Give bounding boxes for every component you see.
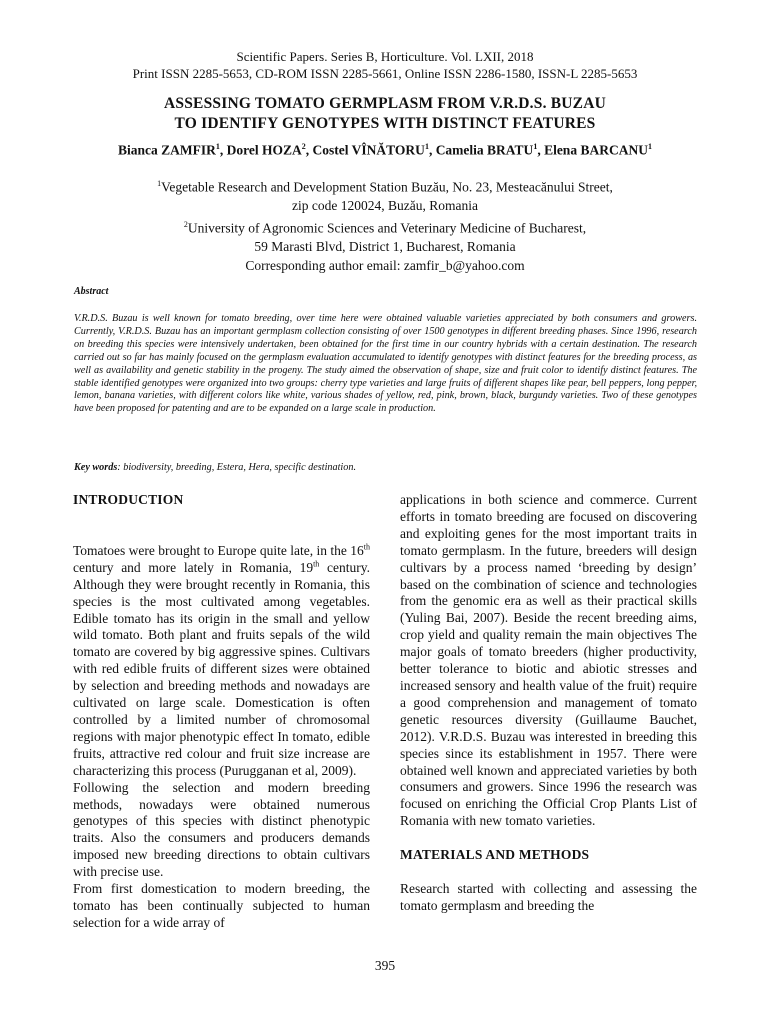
left-column bbox=[73, 492, 370, 932]
affiliation-marker: 1 bbox=[157, 179, 162, 188]
text-run: Tomatoes were brought to Europe quite late, in the 16 bbox=[73, 542, 364, 558]
author-name: Dorel HOZA bbox=[226, 142, 302, 158]
abstract-text: V.R.D.S. Buzau is well known for tomato breeding, over time here were obtained valuable varieties appreciated by both consumers and growers. Currently, V.R.D.S. Buzau has an important germplasm collection consisting of over 1500 genotypes in different breeding phases. Since 1996, research on breeding this species were intensively undertaken, been obtained for the first time in our country hybrids with a certain destination. The research carried out so far has mainly focused on the germplasm evaluation accumulated to identify genotypes with distinct features for the breeding process, as well as availability and genetic stability in the progeny. The study aimed the observation of shape, size and fruit color to identify distinct features. The stable identified genotypes were organized into two groups: cherry type varieties and large fruits of different shapes like pear, bell peppers, long pepper, lemon, banana varieties, with different colors like white, various shades of yellow, red, pink, brown, black, burgundy varieties. Two of these genotypes have been proposed for patenting and are to be expanded on a large scale in production. bbox=[74, 313, 697, 415]
journal-header-line2: Print ISSN 2285-5653, CD-ROM ISSN 2285-5661, Online ISSN 2286-1580, ISSN-L 2285-5653 bbox=[132, 66, 638, 81]
author-list: Bianca ZAMFIR$^1$, Dorel HOZA$^2$, Costel VÎNĂTORU$^1$, Camelia BRATU$^1$, Elena BARCANU$^1$ bbox=[118, 142, 652, 158]
author-affiliation-marker: 1 bbox=[424, 142, 429, 151]
methods-paragraph-1: Research started with collecting and assessing the tomato germplasm and breeding the bbox=[400, 881, 697, 913]
section-heading-introduction: INTRODUCTION bbox=[73, 492, 184, 507]
intro-paragraph-3: From first domestication to modern breeding, the tomato has been continually subjected to human selection for a wide array of bbox=[73, 881, 370, 930]
page-number: 395 bbox=[374, 958, 396, 973]
text-run: century and more lately in Romania, 19 bbox=[73, 559, 314, 575]
affiliation-1-line2: zip code 120024, Buzău, Romania bbox=[292, 198, 478, 213]
author-name: Elena BARCANU bbox=[544, 142, 648, 158]
corresponding-email: Corresponding author email: zamfir_b@yahoo.com bbox=[245, 258, 525, 273]
affiliation-2-line2: 59 Marasti Blvd, District 1, Bucharest, Romania bbox=[254, 238, 516, 254]
affiliations bbox=[0, 175, 770, 256]
author-name: Costel VÎNĂTORU bbox=[312, 142, 425, 158]
author-affiliation-marker: 1 bbox=[533, 142, 538, 151]
affiliation-marker: 2 bbox=[183, 219, 188, 229]
keywords-text: : biodiversity, breeding, Estera, Hera, specific destination. bbox=[117, 462, 357, 473]
affiliation-text: University of Agronomic Sciences and Veterinary Medicine of Bucharest, bbox=[187, 220, 587, 235]
journal-header-line1: Scientific Papers. Series B, Horticulture. Vol. LXII, 2018 bbox=[236, 49, 534, 64]
journal-header bbox=[0, 48, 770, 82]
intro-paragraph-4: applications in both science and commerce. Current efforts in tomato breeding are focused on discovering and exploiting genes for the most important traits in tomato germplasm. In the future, breeders will design cultivars by a process named ‘breeding by design’ based on the combination of science and technologies from the genomic era as well as their practical skills (Yuling Bai, 2007). Beside the recent breeding aims, crop yield and quality remain the main objectives The major goals of tomato breeders (higher productivity, better tolerance to biotic and abiotic stresses and increased sensory and health value of the fruit) require a good comprehension and management of tomato genetic resources diversity (Guillaume Bauchet, 2012). V.R.D.S. Buzau was interested in breeding this species since its establishment in 1957. There were obtained well known and appreciated varieties by both consumers and growers. Since 1996 the research was focused on enriching the Official Crop Plants List of Romania with new tomato varieties. bbox=[400, 492, 697, 829]
keywords bbox=[74, 462, 697, 473]
keywords-label: Key words bbox=[74, 462, 118, 473]
author-affiliation-marker: 1 bbox=[647, 142, 652, 151]
text-run: century. Although they were brought recently in Romania, this species is the most cultivated among vegetables. Edible tomato has its origin in the small and yellow wild tomato. Both plant and fruits sepals of the wild tomato are covered by big aggressive spines. Cultivars with red edible fruits of different sizes were obtained by selection and breeding methods and nowadays are cultivated on large scale. Domestication is often controlled by a limited number of chromosomal regions with major phenotypic effect In tomato, edible fruits, attractive red colour and fruit size increase are characterizing this process (Purugganan et al, 2009). bbox=[73, 559, 371, 778]
author-name: Camelia BRATU bbox=[435, 142, 534, 158]
superscript: th bbox=[363, 542, 370, 552]
paper-title-line1: ASSESSING TOMATO GERMPLASM FROM V.R.D.S. BUZAU bbox=[164, 95, 606, 112]
superscript: th bbox=[313, 559, 320, 569]
right-column bbox=[400, 492, 697, 915]
section-heading-methods: MATERIALS AND METHODS bbox=[400, 847, 590, 863]
affiliation-2-line1 bbox=[0, 216, 770, 238]
author-affiliation-marker: 1 bbox=[215, 142, 220, 151]
intro-paragraph-1 bbox=[73, 543, 370, 780]
paper-title-line2: TO IDENTIFY GENOTYPES WITH DISTINCT FEATURES bbox=[174, 115, 596, 132]
author-affiliation-marker: 2 bbox=[301, 142, 306, 151]
abstract-heading: Abstract bbox=[74, 286, 109, 297]
author-name: Bianca ZAMFIR bbox=[118, 142, 216, 158]
affiliation-1-line1 bbox=[0, 175, 770, 197]
intro-paragraph-2: Following the selection and modern breeding methods, nowadays were obtained numerous genotypes of this species with distinct phenotypic traits. Also the consumers and producers demands imposed new breeding directions to obtain cultivars with precise use. bbox=[73, 779, 370, 880]
paper-title bbox=[0, 94, 770, 134]
affiliation-text: Vegetable Research and Development Station Buzău, No. 23, Mesteacănului Street, bbox=[161, 179, 613, 195]
